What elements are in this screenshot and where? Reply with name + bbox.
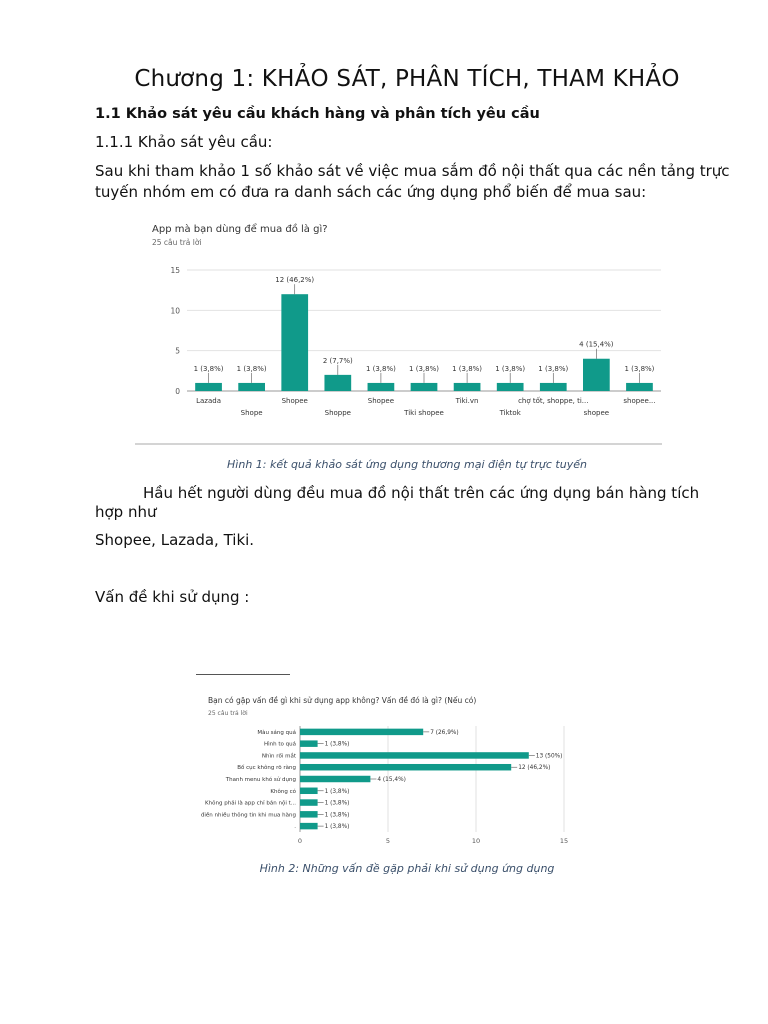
x-tick-label: Tiki.vn: [455, 397, 479, 405]
x-tick-label: Shopee: [281, 397, 308, 405]
chart-title: Bạn có gặp vấn đề gì khi sử dụng app không? Vấn đề đó là gì? (Nếu có): [208, 696, 477, 705]
figure-caption-2: Hình 2: Những vấn đề gặp phải khi sử dụng ứng dụng: [259, 862, 555, 875]
chart-title: App mà bạn dùng để mua đồ là gì?: [152, 224, 328, 235]
y-category-label: Màu sáng quá: [257, 729, 296, 736]
x-tick-label: Shopee: [367, 397, 395, 405]
x-tick-label: chợ tốt, shoppe, ti...: [518, 397, 589, 405]
x-tick-label: 0: [297, 837, 303, 845]
y-tick-label: 15: [170, 266, 180, 275]
data-label: 4 (15,4%): [377, 777, 406, 783]
data-label: 1 (3,8%): [409, 364, 439, 373]
data-label: 1 (3,8%): [624, 364, 655, 373]
data-label: 1 (3,8%): [365, 364, 396, 373]
data-label: 1 (3,8%): [452, 364, 483, 373]
x-tick-label: shopee...: [623, 397, 656, 405]
paragraph-app-list: Shopee, Lazada, Tiki.: [95, 531, 255, 549]
bar: [626, 383, 653, 391]
bar: [281, 294, 308, 391]
data-label: 1 (3,8%): [538, 364, 569, 373]
y-category-label: Không phải là app chỉ bán nội t...: [205, 800, 296, 807]
figure-caption-1: Hình 1: kết quả khảo sát ứng dụng thương mại điện tự trực tuyến: [227, 458, 587, 471]
x-tick-label: shopee: [583, 409, 610, 417]
subsection-heading: 1.1.1 Khảo sát yêu cầu:: [95, 133, 273, 151]
bar: [300, 764, 511, 770]
data-label: 12 (46,2%): [518, 765, 551, 772]
bar: [497, 383, 524, 391]
data-label: 1 (3,8%): [324, 824, 350, 831]
data-label: 1 (3,8%): [324, 800, 350, 807]
bar: [324, 375, 351, 391]
paragraph-apps: Hầu hết người dùng đều mua đồ nội thất trên các ứng dụng bán hàng tích hợp như: [95, 484, 700, 521]
bar: [300, 823, 318, 829]
y-tick-label: 0: [175, 387, 180, 396]
bar: [238, 383, 265, 391]
x-tick-label: Tiktok: [499, 409, 521, 417]
data-label: 2 (7,7%): [322, 356, 353, 365]
divider: [196, 674, 290, 675]
data-label: 1 (3,8%): [495, 364, 526, 373]
y-tick-label: 5: [175, 346, 180, 356]
chart-usage-problems: [196, 688, 576, 848]
x-tick-label: Shope: [240, 409, 263, 417]
paragraph-issues-heading: Vấn đề khi sử dụng :: [95, 588, 250, 606]
y-category-label: Thanh menu khó sử dụng: [225, 777, 296, 783]
bar: [300, 776, 370, 782]
bar: [300, 740, 318, 746]
bar: [300, 788, 318, 794]
bar: [195, 383, 222, 391]
chart-subtitle: 25 câu trả lời: [208, 710, 248, 717]
y-category-label: Nhìn rối mắt: [261, 753, 296, 760]
y-category-label: Không có: [270, 788, 296, 795]
bar: [454, 383, 481, 391]
bar: [368, 383, 395, 391]
bar: [411, 383, 438, 391]
y-category-label: Hình to quá: [263, 741, 296, 748]
data-label: 1 (3,8%): [324, 788, 350, 795]
x-tick-label: Lazada: [196, 397, 221, 405]
y-category-label: điền nhiều thông tin khi mua hàng: [200, 812, 296, 819]
data-label: 12 (46,2%): [275, 276, 315, 285]
data-label: 7 (26,9%): [430, 729, 459, 736]
bar: [300, 811, 318, 817]
section-heading: 1.1 Khảo sát yêu cầu khách hàng và phân tích yêu cầu: [95, 106, 540, 122]
bar: [583, 359, 610, 391]
data-label: 4 (15,4%): [579, 340, 614, 349]
x-tick-label: 15: [559, 837, 569, 845]
chart-app-usage: [135, 212, 665, 448]
x-tick-label: Shoppe: [324, 409, 351, 417]
x-tick-label: 10: [471, 837, 481, 845]
y-category-label: .: [294, 824, 296, 831]
x-tick-label: Tiki shopee: [404, 409, 444, 417]
x-tick-label: 5: [385, 837, 391, 845]
y-category-label: Bố cục không rõ ràng: [237, 765, 296, 772]
bar: [300, 752, 529, 758]
data-label: 13 (50%): [535, 753, 563, 760]
data-label: 1 (3,8%): [193, 364, 224, 373]
bar: [300, 729, 423, 735]
bar: [300, 799, 318, 805]
data-label: 1 (3,8%): [324, 812, 350, 819]
chapter-title: Chương 1: KHẢO SÁT, PHÂN TÍCH, THAM KHẢO: [134, 66, 680, 92]
data-label: 1 (3,8%): [236, 364, 267, 373]
chart-subtitle: 25 câu trả lời: [152, 238, 202, 247]
intro-paragraph: Sau khi tham khảo 1 số khảo sát về việc mua sắm đồ nội thất qua các nền tảng trực tuyến nhóm em có đưa ra danh sách các ứng dụng phổ biến để mua sau:: [95, 162, 730, 201]
bar: [540, 383, 567, 391]
data-label: 1 (3,8%): [324, 741, 350, 748]
y-tick-label: 10: [170, 306, 180, 316]
